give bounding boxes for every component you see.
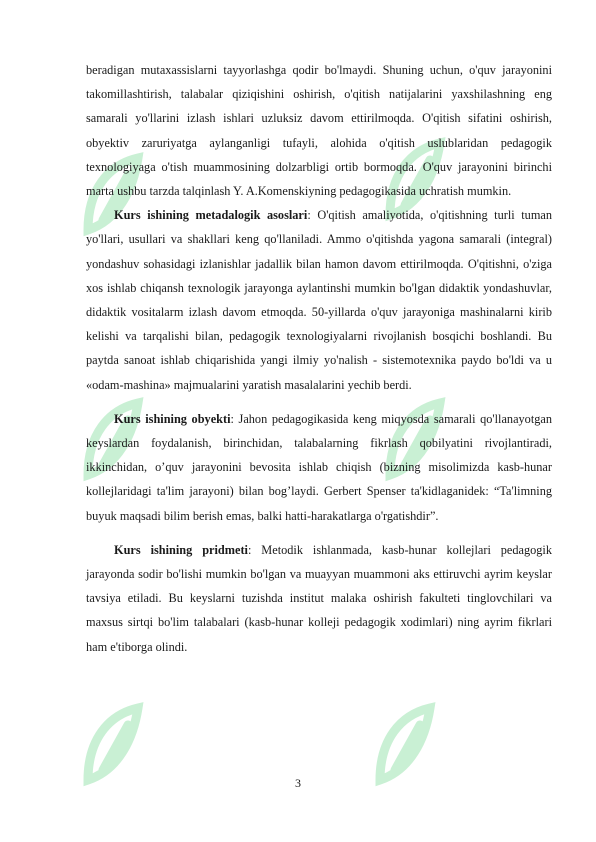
paragraph-subject	[86, 538, 552, 659]
section-heading: Kurs ishining metadalogik asoslari	[114, 208, 308, 223]
paragraph-methodology	[86, 203, 552, 397]
page-number: 3	[295, 776, 301, 790]
paragraph-object	[86, 407, 552, 528]
section-heading: Kurs ishining obyekti	[114, 411, 231, 426]
paragraph-text: : Jahon pedagogikasida keng miqyosda samarali qo'llanayotgan keyslardan foydalanish, birinchidan, talabalarning fikrlash qobilyatini rivojlantiradi, ikkinchidan, o’quv jarayonini bevosita ishlab chiqish (bizning misolimizda kasb-hunar kollejlaridagi ta'lim jarayoni) bilan bog’laydi. Gerbert Spenser ta'kidlaganidek: “Ta'limning buyuk maqsadi bilim berish emas, balki hatti-harakatlarga o'rgatishdir”.	[86, 411, 552, 523]
paragraph-intro	[86, 58, 552, 203]
section-heading: Kurs ishining pridmeti	[114, 542, 248, 557]
paragraph-text: : Metodik ishlanmada, kasb-hunar kollejlari pedagogik jarayonda sodir bo'lishi mumkin bo'lgan va muayyan muammoni aks ettiruvchi ayrim keyslar tavsiya etiladi. Bu keyslarni tuzishda institut malaka oshirish fakulteti tinglovchilari va maxsus sirtqi bo'lim talabalari (kasb-hunar kolleji pedagogik xodimlari) ning ayrim fikrlari ham e'tiborga olindi.	[86, 542, 553, 654]
document-body	[86, 58, 552, 659]
paragraph-text: beradigan mutaxassislarni tayyorlashga qodir bo'lmaydi. Shuning uchun, o'quv jarayonini takomillashtirish, talabalar qiziqishini oshirish, o'qitish natijalarini yaxshilashning eng samarali yo'llarini izlash ishlari uzluksiz davom ettirilmoqda. O'qitish sifatini oshirish, obyektiv zaruriyatga aylanganligi tufayli, alohida o'qitish uslublaridan pedagogik texnologiyaga o'tish muammosining dolzarbligi ortib bormoqda. O'quv jarayonini birinchi marta ushbu tarzda talqinlash Y. A.Komenskiyning pedagogikasida uchratish mumkin.	[86, 63, 552, 199]
paragraph-text: : O'qitish amaliyotida, o'qitishning turli tuman yo'llari, usullari va shakllari keng qo'llaniladi. Ammo o'qitishda yagona samarali (integral) yondashuv sohasidagi izlanishlar jadallik bilan hamon davom ettirilmoqda. O'qitishni, o'ziga xos ishlab chiqansh texnologik jarayonga aylantinshi mumkin bo'lgan didaktik yondashuvlar, didaktik vositalarm izlash davom etmoqda. 50-yillarda o'quv jarayoniga mashinalarni kirib kelishi va tarqalishi bilan, pedagogik texnologiyalarni rivojlanish bosqichi boshlandi. Bu paytda sanoat ishlab chiqarishida yangi ilmiy yo'nalish - sistemotexnika paydo bo'ldi va u «odam-mashina» majmualarini yaratish masalalarini yechib berdi.	[86, 208, 552, 392]
